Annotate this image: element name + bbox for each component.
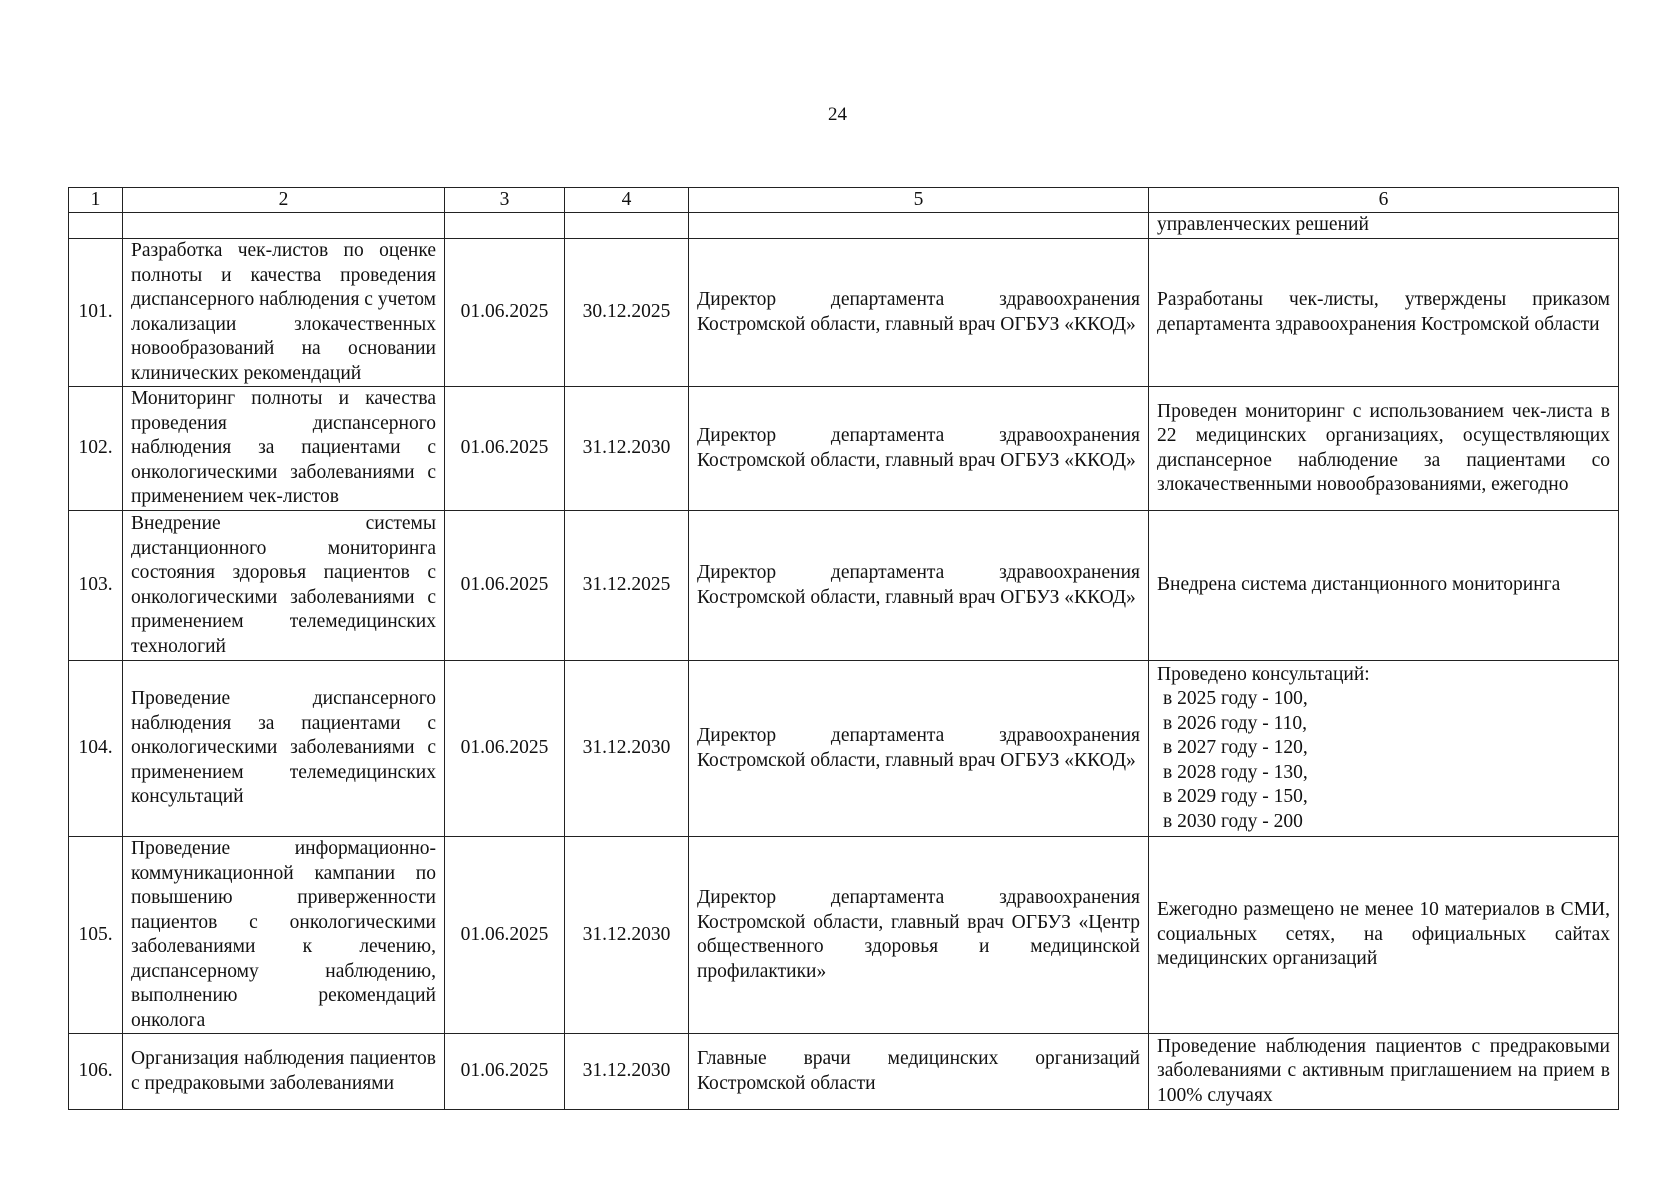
row-number: 102. — [69, 387, 123, 511]
row-responsible: Директор департамента здравоохранения Костромской области, главный врач ОГБУЗ «ККОД» — [689, 387, 1149, 511]
activities-table — [68, 187, 1619, 1110]
cont-cell-5 — [689, 213, 1149, 239]
result-line: в 2029 году - 150, — [1163, 786, 1308, 808]
row-number: 104. — [69, 661, 123, 837]
row-start-date: 01.06.2025 — [445, 387, 565, 511]
cont-cell-1 — [69, 213, 123, 239]
header-cell-2: 2 — [123, 188, 445, 213]
header-cell-5: 5 — [689, 188, 1149, 213]
row-responsible: Главные врачи медицинских организаций Костромской области — [689, 1034, 1149, 1110]
result-title: Проведено консультаций: — [1157, 663, 1370, 685]
row-start-date: 01.06.2025 — [445, 837, 565, 1034]
header-cell-4: 4 — [565, 188, 689, 213]
header-row — [69, 188, 1619, 213]
cont-cell-3 — [445, 213, 565, 239]
row-result: Внедрена система дистанционного мониторинга — [1149, 511, 1619, 661]
cont-result: управленческих решений — [1149, 213, 1619, 239]
result-line: в 2026 году - 110, — [1163, 712, 1307, 734]
cont-cell-2 — [123, 213, 445, 239]
result-line: в 2027 году - 120, — [1163, 737, 1308, 759]
row-activity: Проведение диспансерного наблюдения за пациентами с онкологическими заболеваниями с применением телемедицинских консультаций — [123, 661, 445, 837]
row-end-date: 31.12.2030 — [565, 1034, 689, 1110]
row-end-date: 31.12.2030 — [565, 837, 689, 1034]
result-line: в 2025 году - 100, — [1163, 688, 1308, 710]
row-start-date: 01.06.2025 — [445, 661, 565, 837]
row-end-date: 31.12.2025 — [565, 511, 689, 661]
header-cell-6: 6 — [1149, 188, 1619, 213]
row-activity: Разработка чек-листов по оценке полноты и качества проведения диспансерного наблюдения с учетом локализации злокачественных новообразований на основании клинических рекомендаций — [123, 239, 445, 387]
row-responsible: Директор департамента здравоохранения Костромской области, главный врач ОГБУЗ «Центр общественного здоровья и медицинской профилактики» — [689, 837, 1149, 1034]
result-line: в 2028 году - 130, — [1163, 761, 1308, 783]
row-responsible: Директор департамента здравоохранения Костромской области, главный врач ОГБУЗ «ККОД» — [689, 511, 1149, 661]
table-row — [69, 239, 1619, 387]
table-row — [69, 511, 1619, 661]
row-responsible: Директор департамента здравоохранения Костромской области, главный врач ОГБУЗ «ККОД» — [689, 239, 1149, 387]
header-cell-3: 3 — [445, 188, 565, 213]
page-number: 24 — [828, 104, 847, 125]
row-activity: Организация наблюдения пациентов с предраковыми заболеваниями — [123, 1034, 445, 1110]
row-activity: Проведение информационно-коммуникационной кампании по повышению приверженности пациентов с онкологическими заболеваниями к лечению, диспансерному наблюдению, выполнению рекомендаций онколога — [123, 837, 445, 1034]
row-result — [1149, 661, 1619, 837]
table-row — [69, 1034, 1619, 1110]
row-responsible: Директор департамента здравоохранения Костромской области, главный врач ОГБУЗ «ККОД» — [689, 661, 1149, 837]
row-number: 106. — [69, 1034, 123, 1110]
table-row — [69, 387, 1619, 511]
row-result: Проведение наблюдения пациентов с предраковыми заболеваниями с активным приглашением на прием в 100% случаях — [1149, 1034, 1619, 1110]
row-result: Разработаны чек-листы, утверждены приказом департамента здравоохранения Костромской области — [1149, 239, 1619, 387]
row-start-date: 01.06.2025 — [445, 239, 565, 387]
row-activity: Внедрение системы дистанционного мониторинга состояния здоровья пациентов с онкологическими заболеваниями с применением телемедицинских технологий — [123, 511, 445, 661]
row-end-date: 31.12.2030 — [565, 387, 689, 511]
row-end-date: 30.12.2025 — [565, 239, 689, 387]
row-result: Ежегодно размещено не менее 10 материалов в СМИ, социальных сетях, на официальных сайтах медицинских организаций — [1149, 837, 1619, 1034]
row-result: Проведен мониторинг с использованием чек-листа в 22 медицинских организациях, осуществляющих диспансерное наблюдение за пациентами со злокачественными новообразованиями, ежегодно — [1149, 387, 1619, 511]
row-start-date: 01.06.2025 — [445, 511, 565, 661]
header-cell-1: 1 — [69, 188, 123, 213]
row-end-date: 31.12.2030 — [565, 661, 689, 837]
result-line: в 2030 году - 200 — [1163, 810, 1303, 832]
row-number: 105. — [69, 837, 123, 1034]
table-row — [69, 837, 1619, 1034]
row-start-date: 01.06.2025 — [445, 1034, 565, 1110]
row-number: 103. — [69, 511, 123, 661]
cont-cell-4 — [565, 213, 689, 239]
row-number: 101. — [69, 239, 123, 387]
row-activity: Мониторинг полноты и качества проведения диспансерного наблюдения за пациентами с онкологическими заболеваниями с применением чек-листов — [123, 387, 445, 511]
continuation-row — [69, 213, 1619, 239]
table-row — [69, 661, 1619, 837]
